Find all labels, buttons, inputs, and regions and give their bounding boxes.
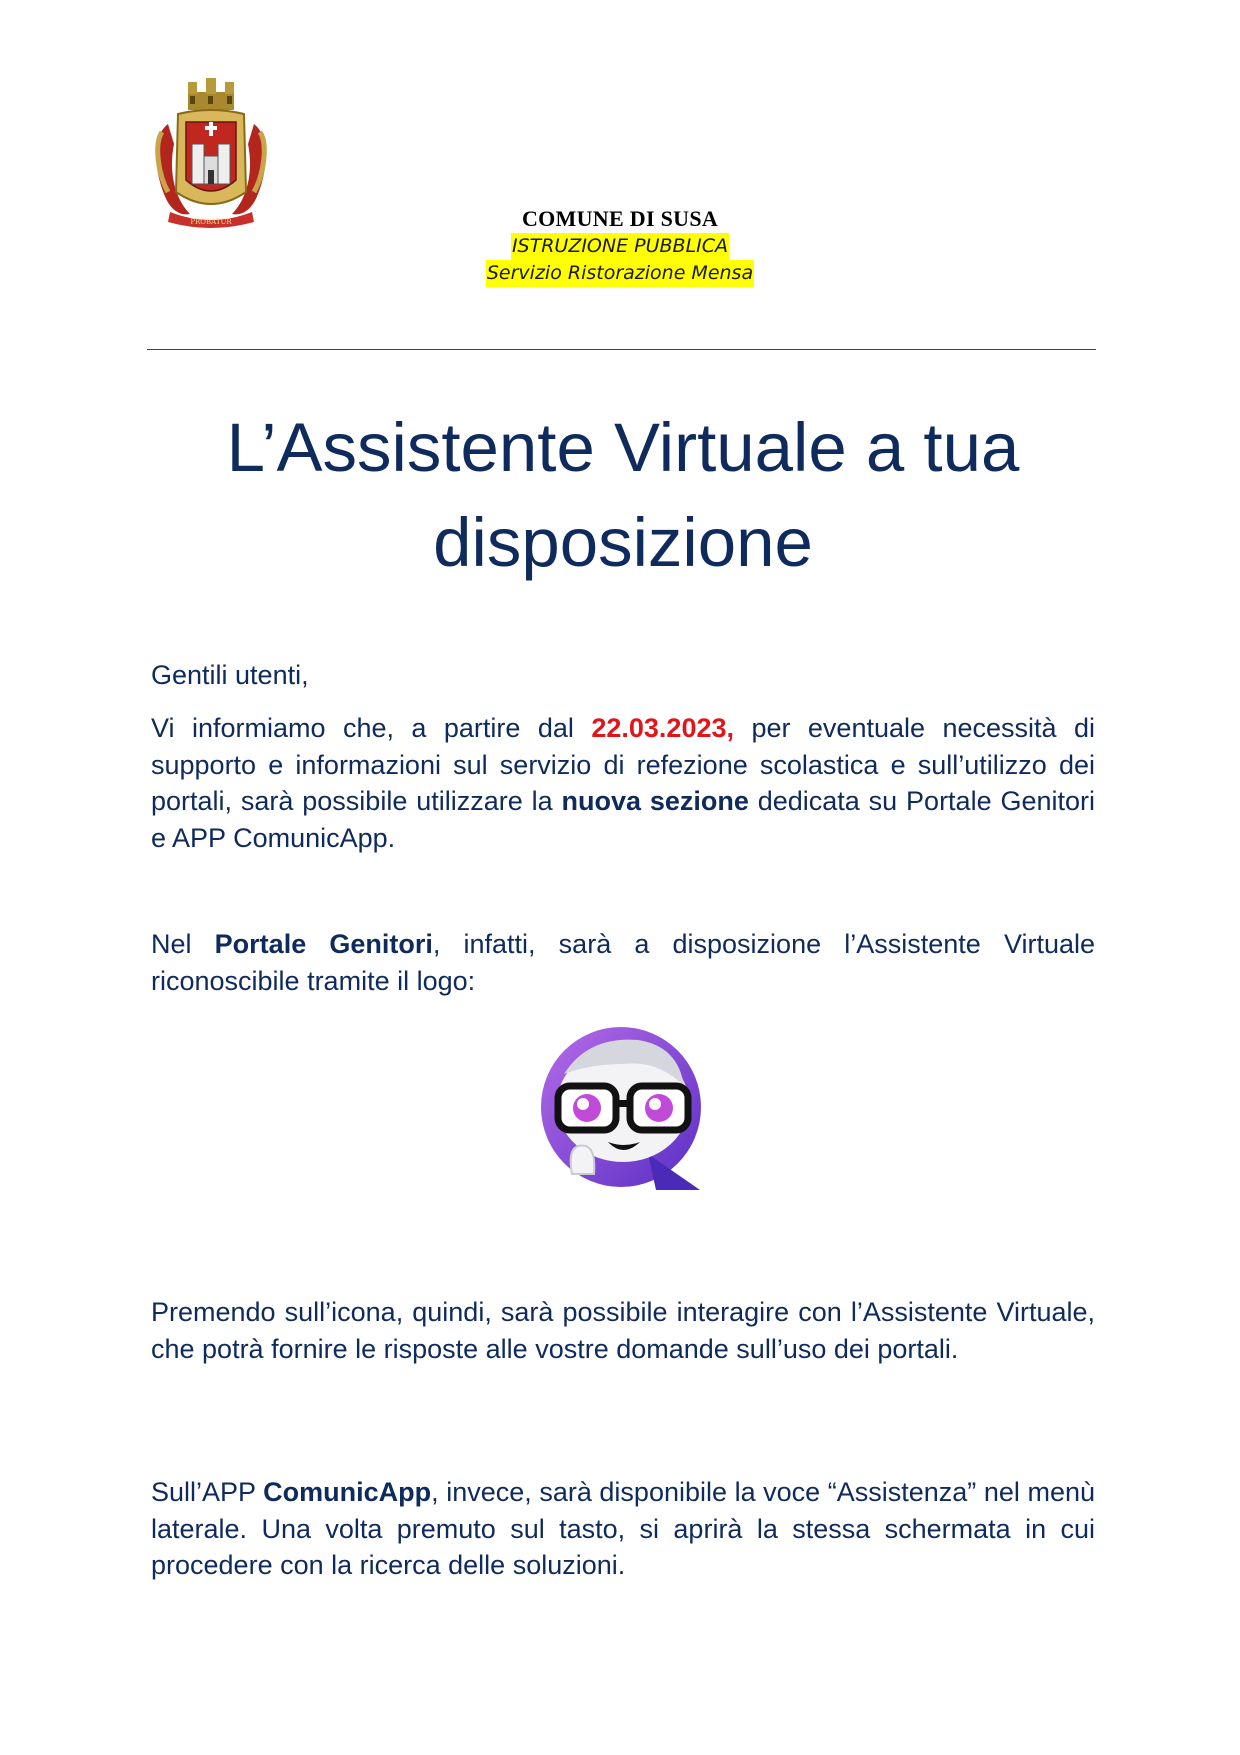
paragraph-app (151, 1474, 1095, 1584)
intro-text-2: per eventuale necessità di supporto e informazioni sul servizio di refezione scolastica e sull’utilizzo dei portali, sarà possibile utilizzare la (151, 713, 1095, 816)
intro-text-1: Vi informiamo che, a partire dal (151, 713, 592, 743)
greeting: Gentili utenti, (151, 660, 309, 690)
page-title (150, 400, 1096, 590)
service-label: Servizio Ristorazione Mensa (486, 260, 754, 287)
title-line-2: disposizione (433, 504, 813, 581)
intro-text-3: dedicata su Portale Genitori e APP ComunicApp. (151, 786, 1095, 853)
paragraph-icon-usage: Premendo sull’icona, quindi, sarà possibile interagire con l’Assistente Virtuale, che potrà fornire le risposte alle vostre domande sull’uso dei portali. (151, 1297, 1095, 1364)
department-label: ISTRUZIONE PUBBLICA (511, 233, 729, 260)
crest-motto: PROBATUR (190, 218, 232, 226)
app-text-1: Sull’APP (151, 1477, 264, 1507)
title-line-1: L’Assistente Virtuale a tua (226, 409, 1020, 486)
new-section-bold: nuova sezione (561, 786, 749, 816)
paragraph-portale (151, 926, 1095, 999)
document-header (420, 205, 820, 287)
app-text-2: , invece, sarà disponibile la voce “Assistenza” nel menù laterale. Una volta premuto sul tasto, si aprirà la stessa schermata in cui procedere con la ricerca delle soluzioni. (151, 1477, 1096, 1580)
header-divider (147, 349, 1096, 350)
portale-text-2: , infatti, sarà a disposizione l’Assistente Virtuale riconoscibile tramite il logo: (151, 929, 1096, 996)
municipality-name: COMUNE DI SUSA (521, 206, 719, 231)
paragraph-intro (151, 710, 1095, 856)
portale-text-1: Nel (151, 929, 215, 959)
coat-of-arms (150, 74, 272, 232)
start-date: 22.03.2023, (591, 713, 734, 743)
comunicapp-bold: ComunicApp (263, 1477, 432, 1507)
portale-genitori-bold: Portale Genitori (214, 929, 433, 959)
virtual-assistant-logo-icon (538, 1024, 708, 1194)
